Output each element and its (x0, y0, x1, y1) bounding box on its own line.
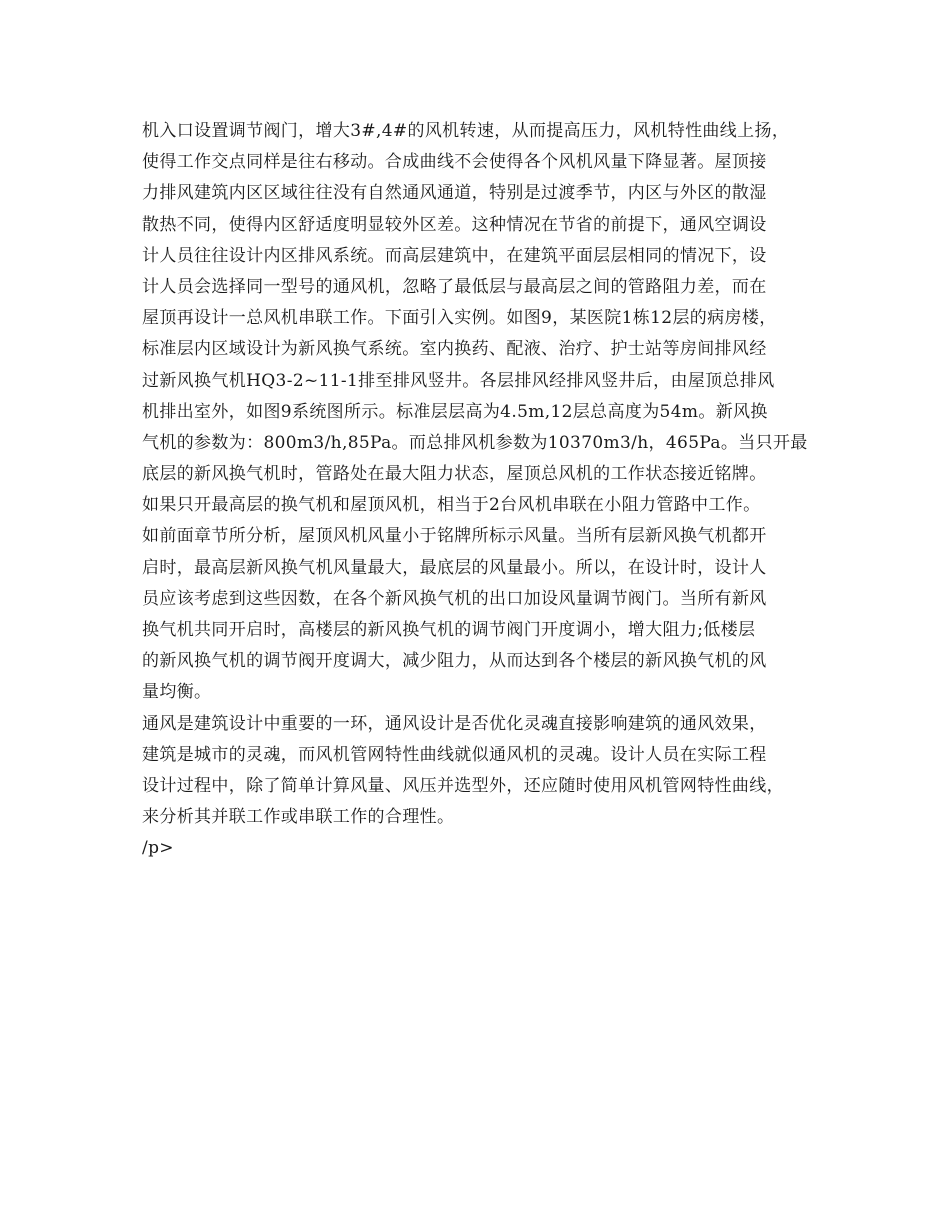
text-line: 计人员往往设计内区排风系统。而高层建筑中，在建筑平面层层相同的情况下，设 (142, 245, 767, 266)
text-line: 底层的新风换气机时，管路处在最大阻力状态，屋顶总风机的工作状态接近铭牌。 (142, 464, 767, 485)
text-line: 通风是建筑设计中重要的一环，通风设计是否优化灵魂直接影响建筑的通风效果， (142, 713, 767, 734)
body-text (142, 116, 832, 865)
text-line: 换气机共同开启时，高楼层的新风换气机的调节阀门开度调小，增大阻力;低楼层 (142, 620, 756, 640)
text-line: 如前面章节所分析，屋顶风机风量小于铭牌所标示风量。当所有层新风换气机都开 (142, 526, 767, 547)
text-line: 如果只开最高层的换气机和屋顶风机，相当于2台风机串联在小阻力管路中工作。 (142, 495, 761, 516)
text-line: 计人员会选择同一型号的通风机，忽略了最低层与最高层之间的管路阻力差，而在 (142, 276, 767, 297)
text-line: 来分析其并联工作或串联工作的合理性。 (142, 807, 455, 828)
text-line: 建筑是城市的灵魂，而风机管网特性曲线就似通风机的灵魂。设计人员在实际工程 (142, 744, 767, 765)
text-line: 启时，最高层新风换气机风量最大，最底层的风量最小。所以，在设计时，设计人 (142, 557, 767, 578)
text-line: 力排风建筑内区区域往往没有自然通风通道，特别是过渡季节，内区与外区的散湿 (142, 183, 767, 204)
text-line: /p> (142, 838, 174, 859)
text-line: 机入口设置调节阀门，增大3#,4#的风机转速，从而提高压力，风机特性曲线上扬， (142, 121, 790, 141)
text-line: 标准层内区域设计为新风换气系统。室内换药、配液、治疗、护士站等房间排风经 (142, 339, 767, 360)
text-line: 机排出室外，如图9系统图所示。标准层层高为4.5m,12层总高度为54m。新风换 (142, 401, 768, 422)
text-line: 设计过程中，除了简单计算风量、风压并选型外，还应随时使用风机管网特性曲线， (142, 775, 784, 796)
text-line: 量均衡。 (142, 682, 212, 703)
text-line: 员应该考虑到这些因数，在各个新风换气机的出口加设风量调节阀门。当所有新风 (142, 588, 767, 609)
text-line: 的新风换气机的调节阀开度调大，减少阻力，从而达到各个楼层的新风换气机的风 (142, 651, 767, 672)
text-line: 使得工作交点同样是往右移动。合成曲线不会使得各个风机风量下降显著。屋顶接 (142, 152, 767, 173)
text-line: 屋顶再设计一总风机串联工作。下面引入实例。如图9，某医院1栋12层的病房楼， (142, 308, 777, 329)
text-line: 过新风换气机HQ3-2~11-1排至排风竖井。各层排风经排风竖井后，由屋顶总排风 (142, 370, 775, 391)
text-line: 散热不同，使得内区舒适度明显较外区差。这种情况在节省的前提下，通风空调设 (142, 214, 767, 235)
text-line: 气机的参数为：800m3/h,85Pa。而总排风机参数为10370m3/h，465Pa。当只开最 (142, 432, 808, 453)
